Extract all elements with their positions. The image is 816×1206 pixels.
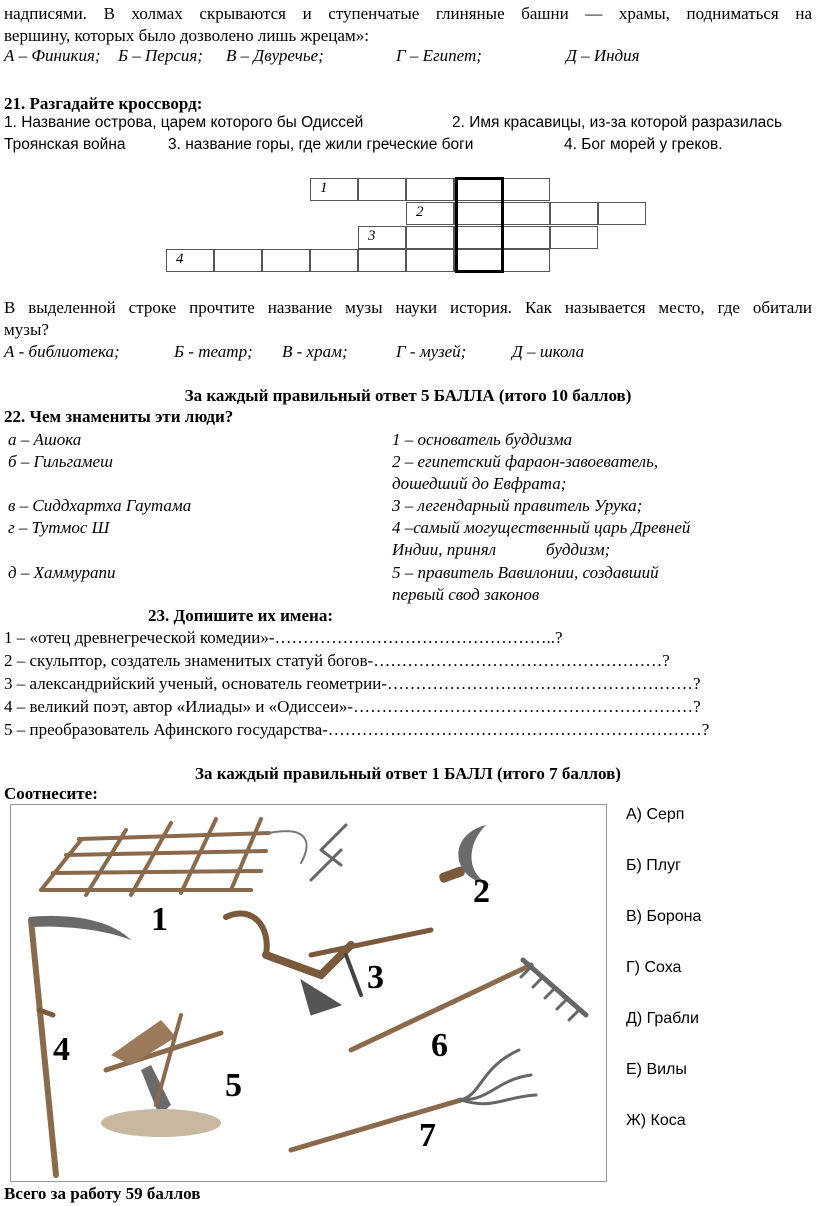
match-answer-zh: Ж) Коса (626, 1112, 686, 1129)
q22-fact-3: 3 – легендарный правитель Урука; (392, 496, 643, 515)
intro-option-g: Г – Египет; (396, 46, 482, 65)
intro-option-d: Д – Индия (566, 46, 640, 65)
match-answer-v: В) Борона (626, 908, 702, 925)
match-title: Соотнесите: (4, 784, 98, 803)
crossword-cell[interactable] (502, 178, 550, 201)
crossword-cell[interactable] (502, 226, 550, 249)
crossword-cell[interactable] (406, 249, 454, 272)
crossword-cell[interactable] (598, 202, 646, 225)
match-answer-a: А) Серп (626, 806, 685, 823)
q22-fact-5-cont: первый свод законов (392, 585, 540, 604)
crossword-cell[interactable] (406, 178, 454, 201)
crossword-cell[interactable] (502, 202, 550, 225)
crossword-row-number-1: 1 (320, 180, 328, 196)
q21-clue-line-1 (4, 114, 812, 134)
q21-clue-1: 1. Название острова, царем которого бы Одиссей (4, 114, 364, 131)
q23-item-1: 1 – «отец древнегреческой комедии»-…………………………………………..? (4, 628, 563, 647)
tool-number-4: 4 (53, 1031, 70, 1068)
crossword-cell[interactable] (214, 249, 262, 272)
crossword-row-number-2: 2 (416, 204, 424, 220)
q23-item-4: 4 – великий поэт, автор «Илиады» и «Одиссеи»-……………………………………………………? (4, 697, 701, 716)
intro-option-a: А – Финикия; (4, 46, 101, 65)
q21-option-a: А - библиотека; (4, 342, 120, 361)
harrow-icon (41, 819, 346, 895)
q21-clue-3: 3. название горы, где жили греческие боги (168, 136, 474, 153)
q21-clue-2-cont: Троянская война (4, 136, 126, 153)
q21-question-line-2: музы? (4, 320, 49, 339)
crossword-cell[interactable] (262, 249, 310, 272)
crossword-cell[interactable] (406, 226, 454, 249)
tool-number-2: 2 (473, 873, 490, 910)
q21-clue-2: 2. Имя красавицы, из-за которой разразилась (452, 114, 783, 131)
crossword-cell[interactable] (550, 202, 598, 225)
crossword-cell[interactable] (502, 249, 550, 272)
q21-options (4, 342, 804, 364)
q23-title: 23. Допишите их имена: (148, 606, 333, 625)
q21-option-v: В - храм; (282, 342, 348, 361)
tool-number-3: 3 (367, 959, 384, 996)
q22-person-a: а – Ашока (8, 430, 82, 449)
q21-question-line-1: В выделенной строке прочтите название музы науки история. Как называется место, где обитали (4, 298, 812, 317)
match-answer-e: Е) Вилы (626, 1061, 687, 1078)
q22-person-v: в – Сиддхартха Гаутама (8, 496, 192, 515)
q22-fact-4-cont-b: буддизм; (546, 540, 611, 559)
match-answer-b: Б) Плуг (626, 857, 681, 874)
q22-fact-4: 4 –самый могущественный царь Древней (392, 518, 691, 537)
score-heading-1: За каждый правильный ответ 5 БАЛЛА (итого 10 баллов) (184, 386, 632, 405)
q21-title: 21. Разгадайте кроссворд: (4, 94, 203, 113)
q23-item-5: 5 – преобразователь Афинского государства-…………………………………………………………? (4, 720, 710, 739)
scythe-icon (29, 916, 131, 1175)
intro-options (4, 46, 804, 68)
crossword-cell[interactable] (406, 202, 454, 225)
crossword-cell[interactable] (358, 226, 406, 249)
intro-line-1: надписями. В холмах скрываются и ступенчатые глиняные башни — храмы, подниматься на (4, 4, 812, 23)
crossword-row-number-4: 4 (176, 251, 184, 267)
q22-person-g: г – Тутмос Ш (8, 518, 110, 537)
tools-drawing (11, 805, 606, 1181)
rake-icon (351, 960, 586, 1050)
crossword-cell[interactable] (166, 249, 214, 272)
q23-item-3: 3 – александрийский ученый, основатель геометрии-………………………………………………? (4, 674, 701, 693)
crossword-cell[interactable] (358, 178, 406, 201)
q21-option-g: Г - музей; (396, 342, 467, 361)
crossword-cell[interactable] (310, 249, 358, 272)
intro-option-v: В – Двуречье; (226, 46, 324, 65)
match-answer-g: Г) Соха (626, 959, 682, 976)
q22-fact-2-cont: дошедший до Евфрата; (392, 474, 567, 493)
crossword-cell[interactable] (550, 226, 598, 249)
plough-icon (226, 913, 431, 1015)
tool-number-5: 5 (225, 1067, 242, 1104)
crossword-highlighted-column (455, 177, 504, 273)
crossword-cell[interactable] (358, 249, 406, 272)
q22-fact-2: 2 – египетский фараон-завоеватель, (392, 452, 659, 471)
q22-fact-1: 1 – основатель буддизма (392, 430, 573, 449)
pitchfork-icon (291, 1050, 536, 1150)
tool-number-6: 6 (431, 1027, 448, 1064)
total-score: Всего за работу 59 баллов (4, 1184, 201, 1203)
match-answer-d: Д) Грабли (626, 1010, 699, 1027)
q22-title: 22. Чем знамениты эти люди? (4, 407, 234, 426)
tool-number-7: 7 (419, 1117, 436, 1154)
q22-person-d: д – Хаммурапи (8, 563, 116, 582)
q21-clue-4: 4. Бог морей у греков. (564, 136, 723, 153)
q22-person-b: б – Гильгамеш (8, 452, 113, 471)
q21-option-b: Б - театр; (174, 342, 253, 361)
intro-option-b: Б – Персия; (118, 46, 203, 65)
tools-illustration (10, 804, 607, 1182)
score-heading-2: За каждый правильный ответ 1 БАЛЛ (итого 7 баллов) (195, 764, 621, 783)
q22-fact-4-cont-a: Индии, принял (392, 540, 497, 559)
crossword-row-number-3: 3 (368, 228, 376, 244)
q21-option-d: Д – школа (512, 342, 585, 361)
tool-number-1: 1 (151, 901, 168, 938)
intro-line-2: вершину, которых было дозволено лишь жрецам»: (4, 26, 369, 45)
q22-fact-5: 5 – правитель Вавилонии, создавший (392, 563, 659, 582)
sokha-icon (101, 1015, 221, 1137)
q23-item-2: 2 – скульптор, создатель знаменитых статуй богов-……………………………………………? (4, 651, 670, 670)
q21-clue-line-2 (4, 136, 812, 156)
crossword-cell[interactable] (310, 178, 358, 201)
